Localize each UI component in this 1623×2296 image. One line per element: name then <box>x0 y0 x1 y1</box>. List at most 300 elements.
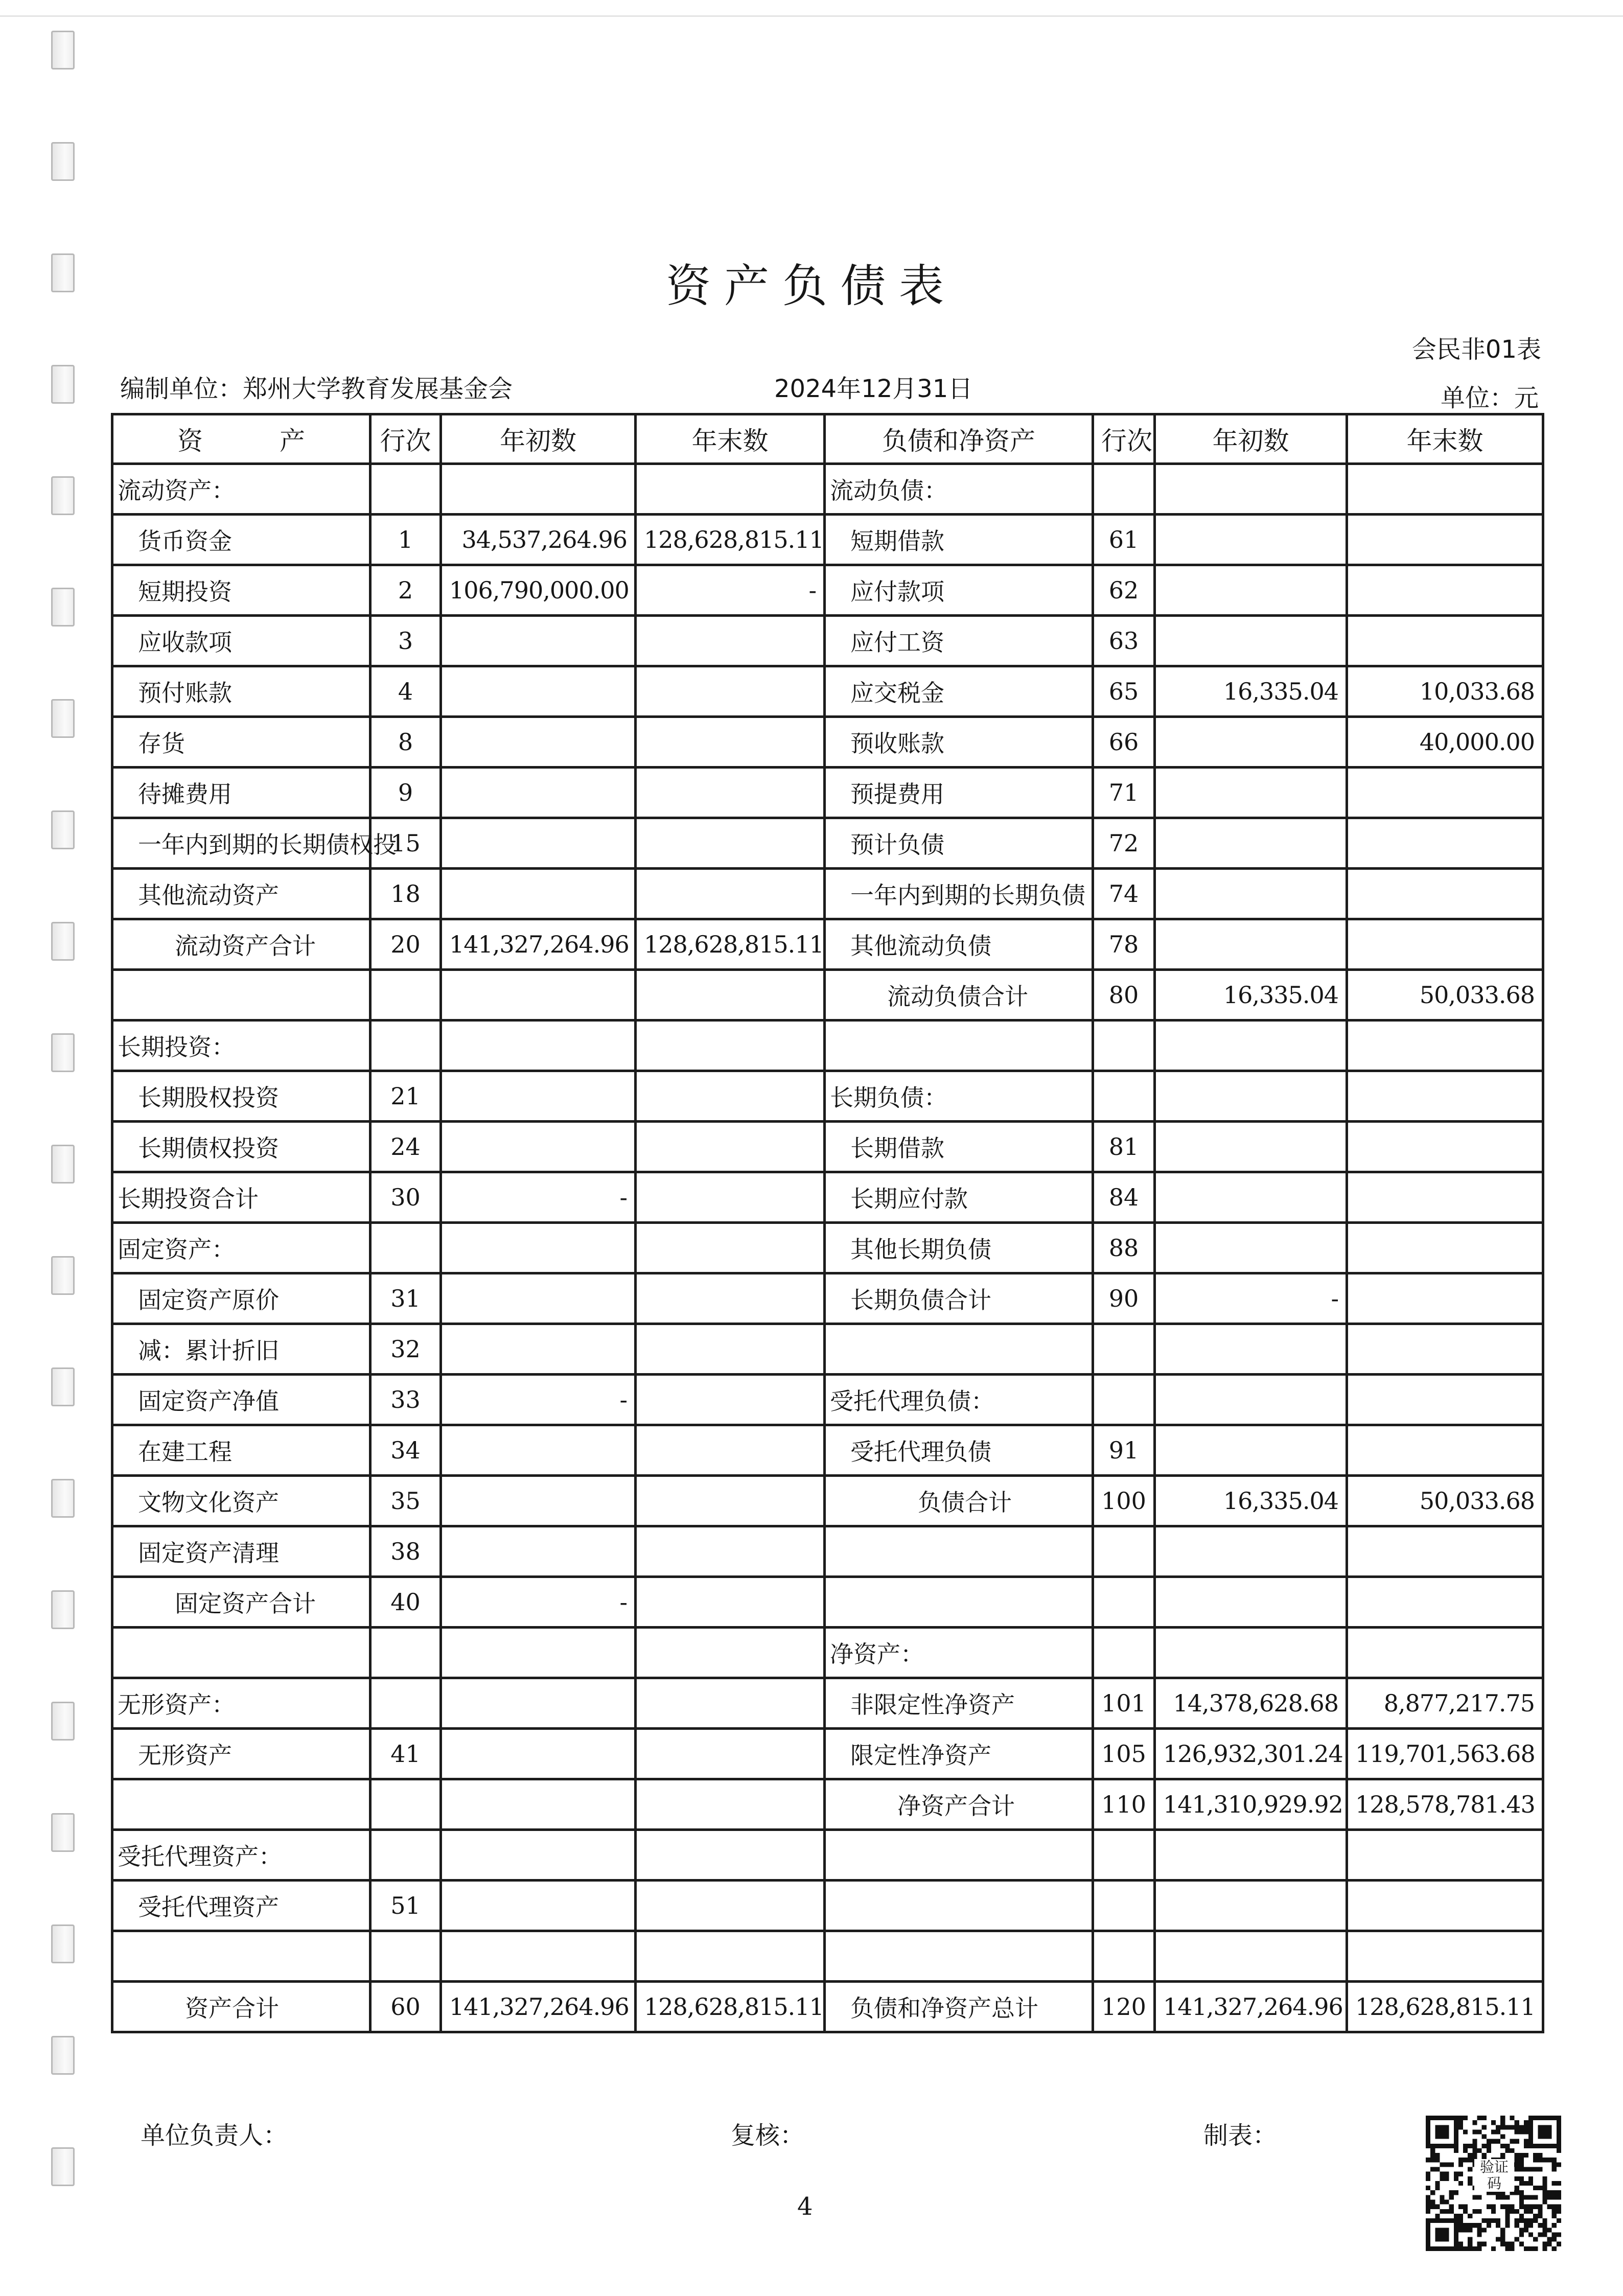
asset-begin-value <box>441 1931 636 1982</box>
asset-line-no <box>370 1678 441 1729</box>
asset-begin-value: 141,327,264.96 <box>441 1982 636 2032</box>
asset-begin-value <box>441 1729 636 1779</box>
liability-label: 其他长期负债 <box>825 1223 1093 1273</box>
liability-end-value <box>1347 1628 1543 1678</box>
liability-label: 负债合计 <box>825 1476 1093 1526</box>
liability-end-value <box>1347 1071 1543 1122</box>
liability-end-value <box>1347 1172 1543 1223</box>
qr-verification-label: 验证码 <box>1474 2159 1514 2192</box>
asset-label <box>112 1779 370 1830</box>
asset-line-no: 30 <box>370 1172 441 1223</box>
asset-line-no: 38 <box>370 1526 441 1577</box>
liability-label: 流动负债： <box>825 464 1093 515</box>
asset-label: 存货 <box>112 717 370 768</box>
asset-line-no: 33 <box>370 1375 441 1425</box>
liability-end-value <box>1347 919 1543 970</box>
asset-begin-value <box>441 717 636 768</box>
asset-begin-value <box>441 818 636 869</box>
liability-line-no: 66 <box>1093 717 1155 768</box>
liability-line-no: 105 <box>1093 1729 1155 1779</box>
liability-end-value <box>1347 1223 1543 1273</box>
liability-label: 一年内到期的长期负债 <box>825 869 1093 919</box>
binding-hole-icon <box>51 1256 75 1295</box>
page-number: 4 <box>797 2192 813 2221</box>
asset-begin-value <box>441 1122 636 1172</box>
liability-end-value <box>1347 1881 1543 1931</box>
asset-label: 长期股权投资 <box>112 1071 370 1122</box>
table-row <box>112 616 1543 666</box>
liability-begin-value: 16,335.04 <box>1155 666 1347 717</box>
asset-line-no: 18 <box>370 869 441 919</box>
asset-label: 在建工程 <box>112 1425 370 1476</box>
liability-label: 流动负债合计 <box>825 970 1093 1021</box>
asset-end-value: 128,628,815.11 <box>636 515 825 565</box>
asset-end-value <box>636 1021 825 1071</box>
liability-begin-value <box>1155 1071 1347 1122</box>
asset-label: 流动资产： <box>112 464 370 515</box>
liability-line-no <box>1093 1526 1155 1577</box>
prepared-by <box>120 369 513 404</box>
header-assets: 资 产 <box>112 414 370 464</box>
asset-end-value <box>636 616 825 666</box>
liability-line-no: 84 <box>1093 1172 1155 1223</box>
table-row <box>112 1628 1543 1678</box>
liability-end-value <box>1347 464 1543 515</box>
asset-line-no <box>370 1223 441 1273</box>
table-row <box>112 1122 1543 1172</box>
table-row <box>112 1425 1543 1476</box>
header-line-no-2: 行次 <box>1093 414 1155 464</box>
liability-begin-value <box>1155 818 1347 869</box>
asset-line-no: 35 <box>370 1476 441 1526</box>
liability-end-value <box>1347 1375 1543 1425</box>
asset-begin-value: 34,537,264.96 <box>441 515 636 565</box>
liability-begin-value <box>1155 1324 1347 1375</box>
asset-begin-value: 141,327,264.96 <box>441 919 636 970</box>
liability-begin-value <box>1155 768 1347 818</box>
liability-line-no: 90 <box>1093 1273 1155 1324</box>
binding-hole-icon <box>51 142 75 181</box>
asset-begin-value: 106,790,000.00 <box>441 565 636 616</box>
liability-label: 非限定性净资产 <box>825 1678 1093 1729</box>
liability-label: 受托代理负债 <box>825 1425 1093 1476</box>
liability-end-value: 10,033.68 <box>1347 666 1543 717</box>
table-row <box>112 565 1543 616</box>
form-number: 会民非01表 <box>1411 335 1541 364</box>
reviewer-signature: 复核： <box>731 2121 805 2150</box>
liability-begin-value: 16,335.04 <box>1155 1476 1347 1526</box>
asset-line-no <box>370 1931 441 1982</box>
liability-begin-value <box>1155 565 1347 616</box>
asset-line-no: 9 <box>370 768 441 818</box>
asset-begin-value <box>441 1678 636 1729</box>
binding-hole-icon <box>51 699 75 738</box>
asset-line-no <box>370 1830 441 1881</box>
asset-label: 文物文化资产 <box>112 1476 370 1526</box>
asset-end-value <box>636 768 825 818</box>
asset-begin-value <box>441 970 636 1021</box>
table-row <box>112 464 1543 515</box>
liability-label: 预提费用 <box>825 768 1093 818</box>
table-row <box>112 1526 1543 1577</box>
preparer-signature: 制表： <box>1203 2121 1278 2150</box>
asset-begin-value <box>441 1830 636 1881</box>
asset-begin-value <box>441 464 636 515</box>
liability-begin-value <box>1155 869 1347 919</box>
liability-begin-value <box>1155 1223 1347 1273</box>
asset-begin-value: - <box>441 1375 636 1425</box>
liability-line-no: 72 <box>1093 818 1155 869</box>
liability-end-value <box>1347 1931 1543 1982</box>
binding-hole-icon <box>51 588 75 627</box>
liability-end-value <box>1347 1526 1543 1577</box>
asset-line-no <box>370 464 441 515</box>
asset-label: 固定资产合计 <box>112 1577 370 1628</box>
liability-line-no <box>1093 1931 1155 1982</box>
asset-label: 长期投资： <box>112 1021 370 1071</box>
liability-begin-value <box>1155 616 1347 666</box>
asset-end-value <box>636 1324 825 1375</box>
asset-end-value <box>636 1729 825 1779</box>
asset-end-value <box>636 818 825 869</box>
liability-label: 预计负债 <box>825 818 1093 869</box>
asset-label: 待摊费用 <box>112 768 370 818</box>
asset-begin-value <box>441 1779 636 1830</box>
liability-label: 限定性净资产 <box>825 1729 1093 1779</box>
asset-begin-value: - <box>441 1172 636 1223</box>
asset-label: 预付账款 <box>112 666 370 717</box>
asset-end-value <box>636 1476 825 1526</box>
liability-label: 负债和净资产总计 <box>825 1982 1093 2032</box>
asset-line-no <box>370 1779 441 1830</box>
binding-hole-icon <box>51 1924 75 1963</box>
asset-begin-value <box>441 1526 636 1577</box>
liability-line-no: 63 <box>1093 616 1155 666</box>
liability-end-value <box>1347 1577 1543 1628</box>
asset-line-no: 21 <box>370 1071 441 1122</box>
binding-hole-icon <box>51 1033 75 1072</box>
liability-end-value: 128,578,781.43 <box>1347 1779 1543 1830</box>
liability-begin-value <box>1155 1375 1347 1425</box>
asset-end-value <box>636 1273 825 1324</box>
asset-begin-value <box>441 1324 636 1375</box>
asset-end-value <box>636 1223 825 1273</box>
asset-label: 固定资产原价 <box>112 1273 370 1324</box>
asset-end-value <box>636 1375 825 1425</box>
table-row <box>112 1779 1543 1830</box>
liability-label: 长期应付款 <box>825 1172 1093 1223</box>
liability-line-no <box>1093 1375 1155 1425</box>
asset-end-value <box>636 1577 825 1628</box>
asset-label: 固定资产： <box>112 1223 370 1273</box>
prepared-by-label: 编制单位： <box>120 375 243 403</box>
asset-line-no: 60 <box>370 1982 441 2032</box>
asset-line-no: 34 <box>370 1425 441 1476</box>
liability-begin-value <box>1155 1425 1347 1476</box>
liability-end-value <box>1347 1830 1543 1881</box>
table-row <box>112 1678 1543 1729</box>
asset-label: 无形资产 <box>112 1729 370 1779</box>
liability-line-no: 62 <box>1093 565 1155 616</box>
liability-label: 应付款项 <box>825 565 1093 616</box>
table-row <box>112 768 1543 818</box>
asset-end-value <box>636 1779 825 1830</box>
asset-begin-value <box>441 1476 636 1526</box>
page-title: 资产负债表 <box>665 260 957 312</box>
asset-begin-value <box>441 616 636 666</box>
liability-end-value <box>1347 818 1543 869</box>
liability-label: 长期负债： <box>825 1071 1093 1122</box>
asset-end-value <box>636 1628 825 1678</box>
asset-label: 长期债权投资 <box>112 1122 370 1172</box>
table-row <box>112 717 1543 768</box>
liability-begin-value <box>1155 1172 1347 1223</box>
liability-end-value <box>1347 616 1543 666</box>
header-line-no: 行次 <box>370 414 441 464</box>
asset-begin-value <box>441 1273 636 1324</box>
asset-end-value <box>636 666 825 717</box>
binding-hole-icon <box>51 922 75 961</box>
liability-line-no: 88 <box>1093 1223 1155 1273</box>
asset-label: 固定资产净值 <box>112 1375 370 1425</box>
liability-label <box>825 1830 1093 1881</box>
report-date: 2024年12月31日 <box>774 375 973 403</box>
asset-end-value <box>636 717 825 768</box>
liability-line-no: 78 <box>1093 919 1155 970</box>
liability-line-no: 61 <box>1093 515 1155 565</box>
asset-label: 应收款项 <box>112 616 370 666</box>
binding-hole-icon <box>51 1145 75 1184</box>
asset-end-value: 128,628,815.11 <box>636 919 825 970</box>
binding-hole-icon <box>51 1702 75 1741</box>
header-end: 年末数 <box>636 414 825 464</box>
liability-label: 净资产： <box>825 1628 1093 1678</box>
asset-line-no: 1 <box>370 515 441 565</box>
header-end-2: 年末数 <box>1347 414 1543 464</box>
asset-end-value <box>636 1425 825 1476</box>
table-row <box>112 1172 1543 1223</box>
liability-line-no: 80 <box>1093 970 1155 1021</box>
table-row <box>112 1881 1543 1931</box>
asset-line-no: 24 <box>370 1122 441 1172</box>
liability-begin-value <box>1155 1628 1347 1678</box>
table-row <box>112 1375 1543 1425</box>
table-row <box>112 1931 1543 1982</box>
liability-begin-value <box>1155 1881 1347 1931</box>
liability-begin-value <box>1155 717 1347 768</box>
asset-begin-value <box>441 666 636 717</box>
scan-edge-line <box>0 15 1623 17</box>
liability-end-value <box>1347 1324 1543 1375</box>
liability-end-value: 40,000.00 <box>1347 717 1543 768</box>
liability-line-no <box>1093 1577 1155 1628</box>
asset-line-no: 40 <box>370 1577 441 1628</box>
binding-hole-icon <box>51 1479 75 1518</box>
table-row <box>112 919 1543 970</box>
liability-begin-value: 16,335.04 <box>1155 970 1347 1021</box>
header-liabilities: 负债和净资产 <box>825 414 1093 464</box>
asset-end-value <box>636 1881 825 1931</box>
asset-end-value <box>636 1678 825 1729</box>
asset-line-no <box>370 1021 441 1071</box>
asset-label: 固定资产清理 <box>112 1526 370 1577</box>
liability-line-no: 74 <box>1093 869 1155 919</box>
asset-line-no: 32 <box>370 1324 441 1375</box>
asset-label: 长期投资合计 <box>112 1172 370 1223</box>
asset-begin-value <box>441 1021 636 1071</box>
asset-line-no: 51 <box>370 1881 441 1931</box>
asset-line-no <box>370 1628 441 1678</box>
asset-line-no <box>370 970 441 1021</box>
liability-end-value <box>1347 515 1543 565</box>
table-row <box>112 515 1543 565</box>
liability-begin-value: 14,378,628.68 <box>1155 1678 1347 1729</box>
liability-label: 受托代理负债： <box>825 1375 1093 1425</box>
liability-end-value: 50,033.68 <box>1347 1476 1543 1526</box>
asset-label: 受托代理资产： <box>112 1830 370 1881</box>
liability-begin-value <box>1155 1931 1347 1982</box>
liability-label: 应交税金 <box>825 666 1093 717</box>
asset-end-value <box>636 1526 825 1577</box>
liability-label <box>825 1881 1093 1931</box>
asset-label: 受托代理资产 <box>112 1881 370 1931</box>
table-row <box>112 1729 1543 1779</box>
liability-begin-value <box>1155 1122 1347 1172</box>
table-row <box>112 1223 1543 1273</box>
asset-label <box>112 1628 370 1678</box>
liability-begin-value: 126,932,301.24 <box>1155 1729 1347 1779</box>
asset-begin-value <box>441 1881 636 1931</box>
asset-end-value <box>636 970 825 1021</box>
asset-label: 一年内到期的长期债权投 <box>112 818 370 869</box>
binding-hole-icon <box>51 1367 75 1406</box>
liability-begin-value: 141,327,264.96 <box>1155 1982 1347 2032</box>
liability-begin-value <box>1155 919 1347 970</box>
asset-line-no: 3 <box>370 616 441 666</box>
asset-end-value <box>636 1172 825 1223</box>
asset-begin-value <box>441 1425 636 1476</box>
asset-end-value <box>636 869 825 919</box>
asset-begin-value <box>441 1071 636 1122</box>
liability-begin-value <box>1155 515 1347 565</box>
liability-end-value: 128,628,815.11 <box>1347 1982 1543 2032</box>
liability-begin-value <box>1155 464 1347 515</box>
asset-label: 资产合计 <box>112 1982 370 2032</box>
liability-line-no <box>1093 1830 1155 1881</box>
liability-begin-value <box>1155 1021 1347 1071</box>
liability-line-no: 101 <box>1093 1678 1155 1729</box>
asset-end-value <box>636 1931 825 1982</box>
liability-end-value: 8,877,217.75 <box>1347 1678 1543 1729</box>
liability-end-value: 50,033.68 <box>1347 970 1543 1021</box>
liability-label: 预收账款 <box>825 717 1093 768</box>
liability-line-no: 100 <box>1093 1476 1155 1526</box>
binding-hole-icon <box>51 810 75 849</box>
asset-end-value <box>636 464 825 515</box>
table-row <box>112 1324 1543 1375</box>
liability-begin-value: - <box>1155 1273 1347 1324</box>
currency-unit: 单位：元 <box>1440 384 1539 412</box>
liability-end-value: 119,701,563.68 <box>1347 1729 1543 1779</box>
liability-begin-value <box>1155 1577 1347 1628</box>
asset-end-value <box>636 1122 825 1172</box>
liability-line-no <box>1093 1628 1155 1678</box>
liability-end-value <box>1347 1021 1543 1071</box>
liability-line-no: 65 <box>1093 666 1155 717</box>
asset-line-no: 15 <box>370 818 441 869</box>
liability-line-no: 91 <box>1093 1425 1155 1476</box>
header-begin: 年初数 <box>441 414 636 464</box>
liability-label: 净资产合计 <box>825 1779 1093 1830</box>
liability-end-value <box>1347 1122 1543 1172</box>
liability-label <box>825 1526 1093 1577</box>
binding-hole-icon <box>51 31 75 69</box>
liability-line-no <box>1093 1881 1155 1931</box>
liability-line-no: 71 <box>1093 768 1155 818</box>
binding-hole-icon <box>51 365 75 404</box>
liability-end-value <box>1347 1425 1543 1476</box>
liability-line-no: 120 <box>1093 1982 1155 2032</box>
balance-sheet-table <box>111 413 1544 2033</box>
binding-hole-icon <box>51 1590 75 1629</box>
liability-end-value <box>1347 1273 1543 1324</box>
liability-label <box>825 1931 1093 1982</box>
liability-line-no <box>1093 1071 1155 1122</box>
liability-begin-value: 141,310,929.92 <box>1155 1779 1347 1830</box>
liability-begin-value <box>1155 1830 1347 1881</box>
liability-line-no <box>1093 1324 1155 1375</box>
binding-hole-icon <box>51 2036 75 2075</box>
table-row <box>112 1476 1543 1526</box>
asset-line-no: 31 <box>370 1273 441 1324</box>
table-row <box>112 1830 1543 1881</box>
liability-label: 应付工资 <box>825 616 1093 666</box>
liability-line-no: 81 <box>1093 1122 1155 1172</box>
table-row <box>112 1273 1543 1324</box>
table-row <box>112 666 1543 717</box>
asset-line-no: 2 <box>370 565 441 616</box>
asset-end-value: 128,628,815.11 <box>636 1982 825 2032</box>
asset-label <box>112 1931 370 1982</box>
liability-end-value <box>1347 869 1543 919</box>
liability-label: 其他流动负债 <box>825 919 1093 970</box>
liability-label: 长期借款 <box>825 1122 1093 1172</box>
liability-end-value <box>1347 768 1543 818</box>
table-row <box>112 1021 1543 1071</box>
liability-label: 短期借款 <box>825 515 1093 565</box>
liability-line-no <box>1093 464 1155 515</box>
asset-label <box>112 970 370 1021</box>
asset-line-no: 4 <box>370 666 441 717</box>
asset-label: 流动资产合计 <box>112 919 370 970</box>
liability-label <box>825 1577 1093 1628</box>
asset-label: 货币资金 <box>112 515 370 565</box>
asset-label: 短期投资 <box>112 565 370 616</box>
asset-begin-value <box>441 1628 636 1678</box>
table-row <box>112 869 1543 919</box>
table-row <box>112 818 1543 869</box>
liability-end-value <box>1347 565 1543 616</box>
liability-label <box>825 1021 1093 1071</box>
asset-begin-value <box>441 869 636 919</box>
binding-hole-icon <box>51 2147 75 2186</box>
asset-begin-value: - <box>441 1577 636 1628</box>
asset-label: 无形资产： <box>112 1678 370 1729</box>
liability-label: 长期负债合计 <box>825 1273 1093 1324</box>
liability-label <box>825 1324 1093 1375</box>
asset-end-value <box>636 1830 825 1881</box>
asset-begin-value <box>441 1223 636 1273</box>
